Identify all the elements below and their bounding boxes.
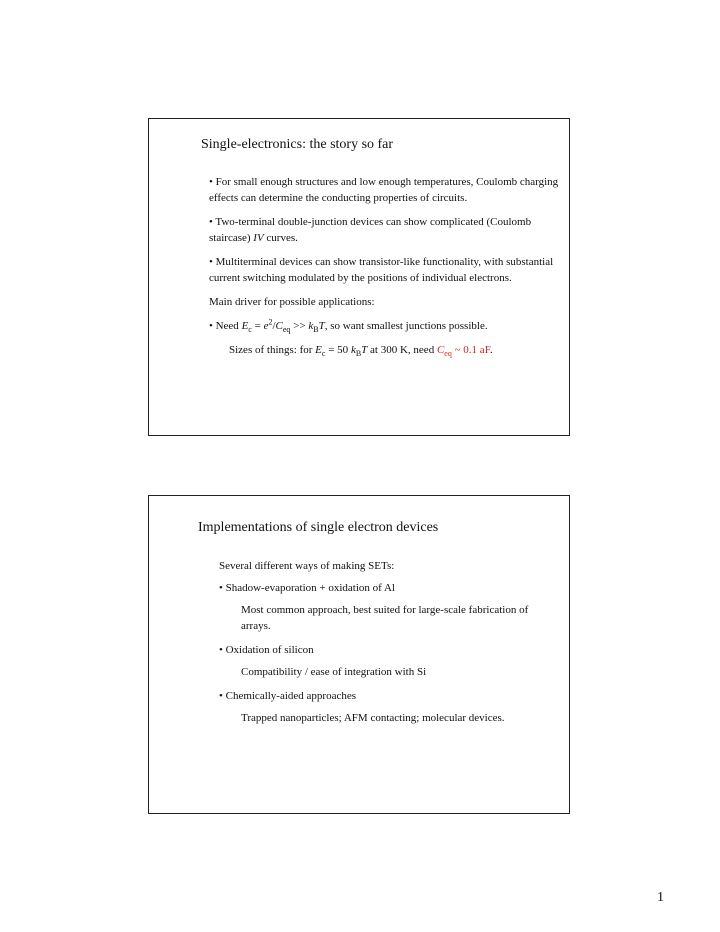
- page-number: 1: [657, 890, 664, 905]
- slide-2-body: [219, 558, 549, 734]
- list-item: • Oxidation of silicon: [219, 644, 314, 656]
- slide-1-body: [209, 174, 559, 366]
- bullet-coulomb-effects: • For small enough structures and low enough temperatures, Coulomb charging effects can determine the conducting properties of circuits.: [209, 176, 559, 204]
- list-item: • Chemically-aided approaches: [219, 690, 357, 702]
- slide-1: [148, 118, 570, 436]
- bullet-two-terminal: • Two-terminal double-junction devices can show complicated (Coulomb staircase) IV curves.: [209, 216, 532, 244]
- slide-1-title: Single-electronics: the story so far: [201, 137, 394, 152]
- list-item-detail: Most common approach, best suited for large-scale fabrication of arrays.: [241, 604, 529, 632]
- list-item-detail: Compatibility / ease of integration with Si: [241, 666, 427, 678]
- slide-2-title: Implementations of single electron devices: [198, 520, 439, 535]
- sizes-of-things: Sizes of things: for $E_c = 50$ $k_BT$ at 300 K, need $C_{eq}$ ~ 0.1 aF.: [229, 344, 493, 359]
- capacitance-highlight: $C_{eq}$ ~ 0.1 aF: [436, 344, 490, 359]
- main-driver-heading: Main driver for possible applications:: [209, 296, 375, 308]
- bullet-need-ec: • Need $E_c = e^2/C_{eq} >> k_BT$, so want smallest junctions possible.: [209, 317, 488, 335]
- bullet-multiterminal: • Multiterminal devices can show transistor-like functionality, with substantial current switching modulated by the positions of individual electrons.: [209, 256, 554, 284]
- slide-2: [148, 495, 570, 814]
- list-item: • Shadow-evaporation + oxidation of Al: [219, 582, 395, 594]
- list-item-detail: Trapped nanoparticles; AFM contacting; molecular devices.: [241, 712, 505, 724]
- intro-text: Several different ways of making SETs:: [219, 560, 395, 572]
